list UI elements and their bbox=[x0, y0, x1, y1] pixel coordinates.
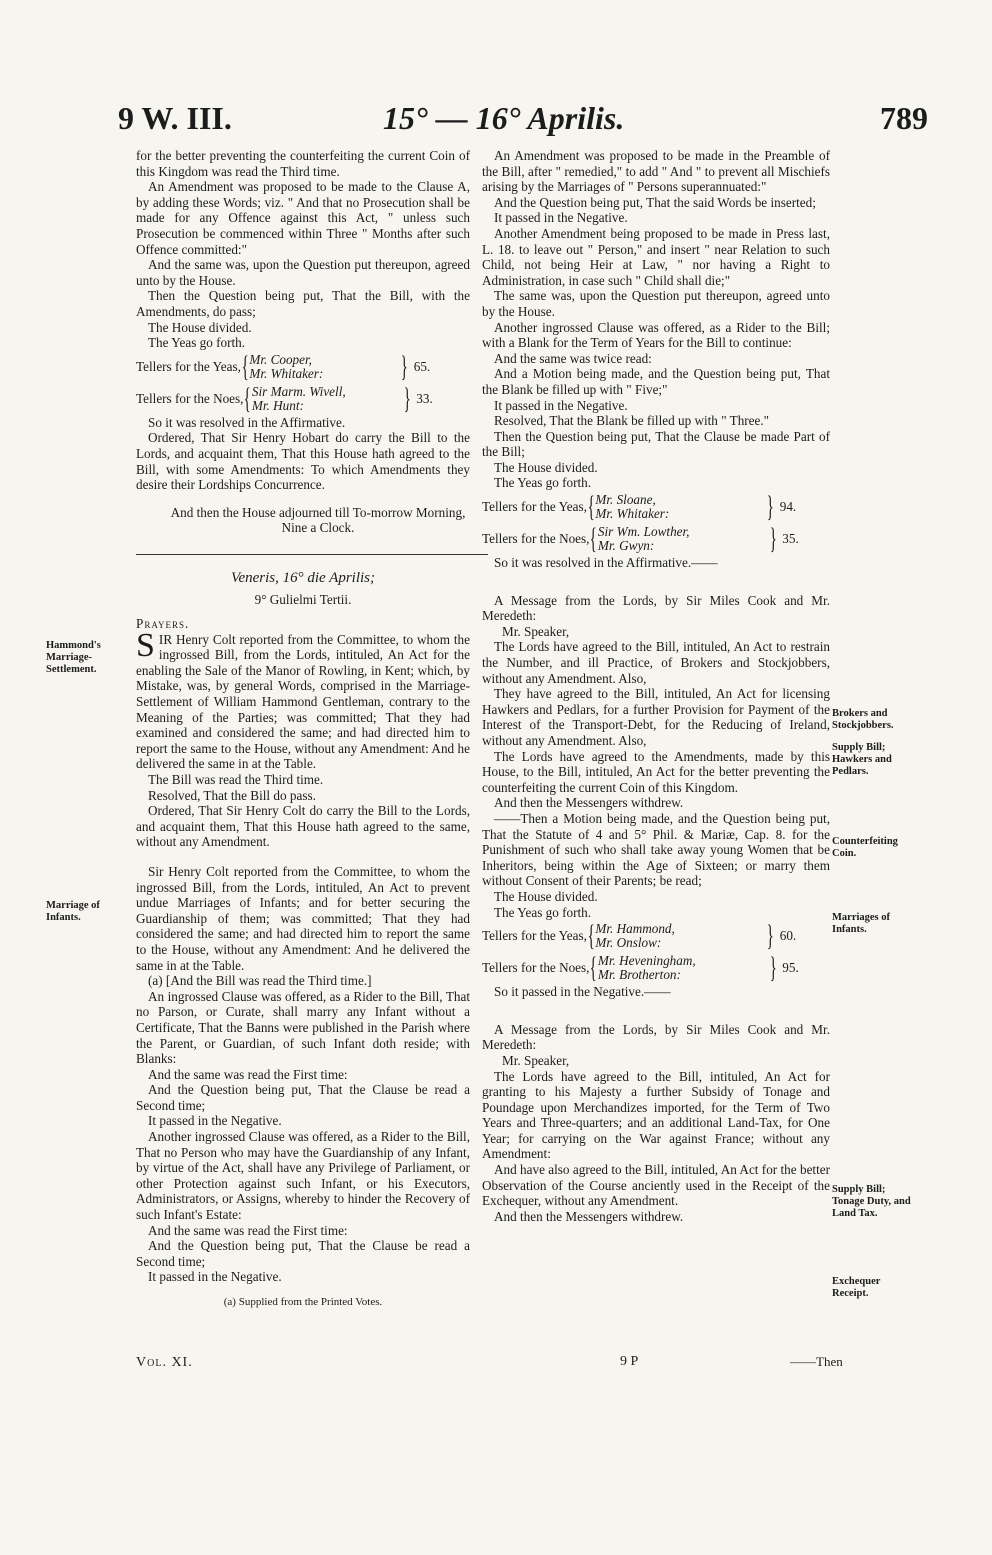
para: And then the Messengers withdrew. bbox=[494, 795, 684, 811]
margin-note: Hammond's Marriage-Settlement. bbox=[46, 640, 101, 675]
vote-count: 33. bbox=[416, 390, 433, 406]
para: It passed in the Negative. bbox=[494, 210, 628, 226]
prayers: Prayers. bbox=[136, 616, 190, 632]
para: And the same was twice read: bbox=[494, 350, 652, 366]
para: And the Question being put, That the Clause be read a Second time; bbox=[136, 1238, 470, 1269]
teller-name: Mr. Brotherton: bbox=[597, 967, 681, 983]
para: A Message from the Lords, by Sir Miles Cook and Mr. Meredeth: bbox=[482, 592, 830, 624]
para: So it was resolved in the Affirmative. bbox=[148, 414, 346, 430]
para: The Yeas go forth. bbox=[494, 904, 592, 920]
tellers-yeas bbox=[482, 920, 830, 952]
para: Another Amendment being proposed to be made in Press last, L. 18. to leave out " Person," and insert " near Relation to such Child, not being Heir at Law, " nor having a Right to Administration, in case such " Child shall die;" bbox=[482, 225, 830, 288]
para-text: IR Henry Colt reported from the Committee, to whom the ingrossed Bill, from the Lords, intituled, An Act for the enabling the Sale of the Manor of Rowling, in Kent; which, by Mistake, was, by general Words, comprised in the Marriage-Settlement of William Hammond Gentleman, contrary to the Meaning of the Parties; was committed; That they had examined and considered the same; and had directed him to report the same to the House, without any Amendment: And he delivered the same in at the Table. bbox=[136, 631, 470, 772]
para: They have agreed to the Bill, intituled, An Act for licensing Hawkers and Pedlars, for a further Provision for Payment of the Interest of the Transport-Debt, for the Reducing of Ireland, without any Amendment. Also, bbox=[482, 686, 830, 748]
para: The Bill was read the Third time. bbox=[148, 772, 324, 787]
para: It passed in the Negative. bbox=[494, 397, 628, 413]
brace-icon: } bbox=[403, 381, 411, 415]
para: Mr. Speaker, bbox=[502, 623, 570, 639]
tellers-yeas bbox=[482, 491, 830, 523]
margin-note: Exchequer Receipt. bbox=[832, 1276, 881, 1299]
tellers-label: Tellers for the Yeas, bbox=[482, 928, 587, 944]
para: The House divided. bbox=[148, 319, 252, 335]
brace-icon: { bbox=[587, 919, 595, 953]
vote-count: 60. bbox=[779, 928, 797, 944]
vote-count: 65. bbox=[413, 358, 431, 374]
para: Then the Question being put, That the Clause be made Part of the Bill; bbox=[482, 428, 830, 460]
margin-note: Supply Bill; Tonage Duty, and Land Tax. bbox=[832, 1184, 911, 1219]
footnote: (a) Supplied from the Printed Votes. bbox=[223, 1296, 383, 1308]
para: And have also agreed to the Bill, intituled, An Act for the better Observation of the Course anciently used in the Receipt of the Exchequer, without any Amendment. bbox=[482, 1162, 830, 1209]
teller-name: Mr. Heveningham, bbox=[597, 953, 696, 969]
para: The House divided. bbox=[494, 888, 598, 904]
tellers-noes bbox=[136, 383, 470, 415]
para: An ingrossed Clause was offered, as a Rider to the Bill, That no Parson, or Curate, shall marry any Infant without a Certificate, That the Banns were published in the Parish where the Parent, or Guardian, of such Infant doth reside; with Blanks: bbox=[136, 988, 470, 1067]
para: An Amendment was proposed to be made to the Clause A, by adding these Words; viz. " And that no Prosecution shall be made for any Offence against this Act, " unless such Prosecution be commenced within Three " Months after such Offence committed:" bbox=[136, 179, 470, 257]
right-column bbox=[482, 148, 830, 1224]
tellers-label: Tellers for the Yeas, bbox=[482, 499, 587, 515]
teller-name: Mr. Whitaker: bbox=[249, 365, 324, 381]
tellers-noes bbox=[482, 952, 830, 984]
para: A Message from the Lords, by Sir Miles Cook and Mr. Meredeth: bbox=[482, 1021, 830, 1053]
para: ——Then a Motion being made, and the Question being put, That the Statute of 4 and 5° Phil. & Mariæ, Cap. 8. for the Punishment of such who shall take away young Women that be Inheritors, being within the Age of Sixteen; or marry them without Consent of their Parents; be read; bbox=[482, 810, 830, 889]
brace-icon: { bbox=[241, 349, 249, 383]
header-left: 9 W. III. bbox=[118, 100, 232, 136]
para: Another ingrossed Clause was offered, as a Rider to the Bill; with a Blank for the Term of Years for the Bill to continue: bbox=[482, 319, 830, 351]
para: Resolved, That the Bill do pass. bbox=[148, 787, 316, 803]
brace-icon: } bbox=[766, 490, 775, 524]
para: And the Question being put, That the said Words be inserted; bbox=[494, 194, 816, 210]
para: (a) [And the Bill was read the Third time.] bbox=[148, 973, 372, 989]
brace-icon: } bbox=[769, 951, 777, 985]
margin-note: Counterfeiting Coin. bbox=[832, 836, 898, 859]
para: It passed in the Negative. bbox=[148, 1113, 282, 1129]
brace-icon: } bbox=[769, 522, 777, 556]
brace-icon: { bbox=[590, 951, 598, 985]
para: So it was resolved in the Affirmative.—— bbox=[494, 555, 718, 571]
signature-mark: 9 P bbox=[620, 1354, 639, 1369]
para: The Lords have agreed to the Bill, intituled, An Act for granting to his Majesty a further Subsidy of Tonage and Poundage upon Merchandizes imported, for the Term of Two Years and Three-quarters; and an additional Land-Tax, for One Year; for carrying on the War against France; without any Amendment: bbox=[482, 1068, 830, 1162]
margin-note: Marriages of Infants. bbox=[832, 912, 891, 935]
para: It passed in the Negative. bbox=[148, 1269, 282, 1285]
teller-name: Mr. Gwyn: bbox=[597, 538, 655, 554]
para: And then the Messengers withdrew. bbox=[494, 1208, 684, 1224]
para: Ordered, That Sir Henry Colt do carry the Bill to the Lords, and acquaint them, That this House hath agreed to the same, without any Amendment. bbox=[136, 803, 470, 850]
para: So it passed in the Negative.—— bbox=[494, 984, 671, 1000]
margin-note: Brokers and Stockjobbers. bbox=[832, 708, 894, 731]
para: The Yeas go forth. bbox=[494, 475, 592, 491]
vote-count: 35. bbox=[782, 531, 799, 547]
tellers-label: Tellers for the Yeas, bbox=[136, 358, 241, 374]
tellers-noes bbox=[482, 523, 830, 555]
brace-icon: } bbox=[400, 349, 409, 383]
para: And the Question being put, That the Clause be read a Second time; bbox=[136, 1082, 470, 1113]
left-column bbox=[136, 148, 470, 1311]
para: Resolved, That the Blank be filled up with " Three." bbox=[494, 413, 770, 429]
teller-name: Mr. Cooper, bbox=[249, 351, 312, 367]
tellers-label: Tellers for the Noes, bbox=[482, 960, 590, 976]
volume-mark: Vol. XI. bbox=[136, 1355, 193, 1370]
catchword: ——Then bbox=[790, 1354, 843, 1369]
tellers-label: Tellers for the Noes, bbox=[136, 390, 244, 406]
margin-note: Marriage of Infants. bbox=[46, 900, 100, 923]
header-date: 15° — 16° Aprilis. bbox=[383, 100, 625, 136]
regnal-year: 9° Gulielmi Tertii. bbox=[254, 592, 352, 608]
para: Sir Henry Colt reported from the Committee, to whom the ingrossed Bill, from the Lords, intituled, An Act to prevent undue Marriages of Infants; and for better securing the Guardianship of them; was committed; That they had considered the same; and had directed him to report the same to the House, without any Amendment: And he delivered the same in at the Table. bbox=[136, 863, 470, 973]
teller-name: Mr. Hunt: bbox=[251, 397, 304, 413]
teller-name: Mr. Sloane, bbox=[595, 492, 656, 508]
brace-icon: { bbox=[590, 522, 598, 556]
para: The Lords have agreed to the Amendments, made by this House, to the Bill, intituled, An Act for the better preventing the counterfeiting the current Coin of this Kingdom. bbox=[482, 748, 830, 795]
section-divider bbox=[136, 554, 488, 555]
day-heading: Veneris, 16° die Aprilis; bbox=[230, 569, 376, 586]
adjournment: And then the House adjourned till To-morrow Morning, Nine a Clock. bbox=[170, 504, 466, 536]
drop-cap: S bbox=[136, 626, 155, 664]
para: The House divided. bbox=[494, 459, 598, 475]
page-number: 789 bbox=[880, 100, 928, 136]
para: And the same was read the First time: bbox=[148, 1222, 348, 1238]
brace-icon: } bbox=[766, 919, 775, 953]
vote-count: 94. bbox=[779, 499, 797, 515]
margin-note: Supply Bill; Hawkers and Pedlars. bbox=[832, 742, 892, 777]
teller-name: Mr. Hammond, bbox=[595, 921, 675, 937]
para: Then the Question being put, That the Bill, with the Amendments, do pass; bbox=[136, 288, 470, 319]
para bbox=[136, 626, 470, 772]
para: Another ingrossed Clause was offered, as a Rider to the Bill, That no Person who may have the Guardianship of any Infant, by virtue of the Act, shall have any Privilege of Parliament, or other Protection against such Infant, or his Executors, Administrators, or Assigns, whereby to hinder the Recovery of such Infant's Estate: bbox=[136, 1129, 470, 1223]
para: Ordered, That Sir Henry Hobart do carry the Bill to the Lords, and acquaint them, That this House hath agreed to the Bill, with some Amendments: To which Amendments they desire their Lordships Concurrence. bbox=[136, 430, 470, 493]
para: And the same was read the First time: bbox=[148, 1066, 348, 1082]
teller-name: Sir Marm. Wivell, bbox=[251, 383, 346, 399]
para: And a Motion being made, and the Question being put, That the Blank be filled up with " Five;" bbox=[482, 366, 830, 397]
para: And the same was, upon the Question put thereupon, agreed unto by the House. bbox=[136, 257, 470, 288]
para: The Yeas go forth. bbox=[148, 335, 246, 351]
para: Mr. Speaker, bbox=[502, 1052, 570, 1068]
para: for the better preventing the counterfeiting the current Coin of this Kingdom was read the Third time. bbox=[136, 148, 470, 179]
para: The same was, upon the Question put thereupon, agreed unto by the House. bbox=[482, 288, 830, 319]
tellers-yeas bbox=[136, 351, 470, 383]
brace-icon: { bbox=[244, 381, 252, 415]
vote-count: 95. bbox=[782, 960, 799, 976]
teller-name: Mr. Onslow: bbox=[595, 935, 662, 951]
teller-name: Sir Wm. Lowther, bbox=[597, 524, 690, 540]
para: An Amendment was proposed to be made in the Preamble of the Bill, after " remedied," to add " And " to prevent all Mischiefs arising by the Marriages of " Persons superannuated:" bbox=[482, 148, 830, 195]
teller-name: Mr. Whitaker: bbox=[595, 506, 670, 522]
brace-icon: { bbox=[587, 490, 595, 524]
para: The Lords have agreed to the Bill, intituled, An Act to restrain the Number, and ill Practice, of Brokers and Stockjobbers, without any Amendment. Also, bbox=[482, 639, 830, 686]
tellers-label: Tellers for the Noes, bbox=[482, 531, 590, 547]
